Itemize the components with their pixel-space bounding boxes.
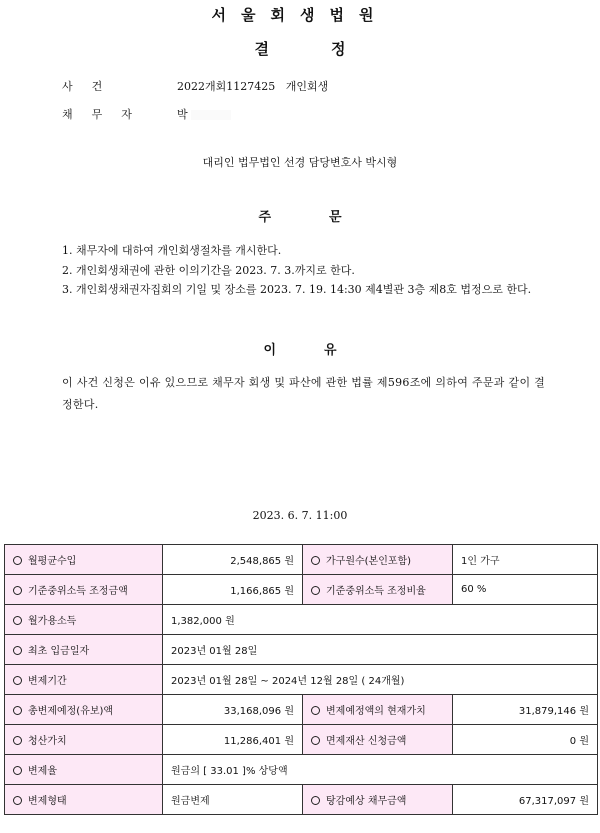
- table-value: 2023년 01월 28일 ~ 2024년 12월 28일 ( 24개월): [163, 665, 598, 695]
- table-value: 2023년 01월 28일: [163, 635, 598, 665]
- table-label: 면제재산 신청금액: [303, 725, 453, 755]
- table-label: 변제형태: [5, 785, 163, 815]
- table-label: 변제예정액의 현재가치: [303, 695, 453, 725]
- table-row: [5, 545, 598, 575]
- table-value: 1,166,865 원: [163, 575, 303, 605]
- table-label: 월평균수입: [5, 545, 163, 575]
- table-label: 월가용소득: [5, 605, 163, 635]
- court-name: 서울회생법원: [211, 6, 389, 24]
- table-value: 1,382,000 원: [163, 605, 598, 635]
- table-value: 0 원: [453, 725, 598, 755]
- circle-icon: [13, 646, 22, 655]
- table-row: [5, 695, 598, 725]
- table-row: [5, 605, 598, 635]
- circle-icon: [13, 736, 22, 745]
- document-title: 결정: [254, 40, 408, 58]
- circle-icon: [311, 586, 320, 595]
- table-row: [5, 785, 598, 815]
- circle-icon: [311, 556, 320, 565]
- circle-icon: [13, 676, 22, 685]
- table-label: 기준중위소득 조정비율: [303, 575, 453, 605]
- circle-icon: [311, 736, 320, 745]
- table-row: [5, 755, 598, 785]
- table-label: 최초 입금일자: [5, 635, 163, 665]
- circle-icon: [13, 796, 22, 805]
- case-number: 2022개회1127425 개인회생: [177, 80, 329, 93]
- table-label: 기준중위소득 조정금액: [5, 575, 163, 605]
- case-label: 사건: [62, 80, 122, 93]
- circle-icon: [311, 796, 320, 805]
- table-value: 2,548,865 원: [163, 545, 303, 575]
- order-item: 1. 채무자에 대하여 개인회생절차를 개시한다.: [62, 244, 282, 257]
- table-value: 67,317,097 원: [453, 785, 598, 815]
- table-label: 가구원수(본인포함): [303, 545, 453, 575]
- circle-icon: [13, 766, 22, 775]
- circle-icon: [13, 586, 22, 595]
- reason-text: 이 사건 신청은 이유 있으므로 채무자 회생 및 파산에 관한 법률 제596조에 의하여 주문과 같이 결정한다.: [62, 376, 546, 411]
- decision-datetime: 2023. 6. 7. 11:00: [252, 509, 348, 522]
- table-value: 원금의 [ 33.01 ]% 상당액: [163, 755, 598, 785]
- order-list: [62, 241, 552, 300]
- debtor-name: 박: [177, 106, 231, 122]
- order-item: 3. 개인회생채권자집회의 기일 및 장소를 2023. 7. 19. 14:30 제4별관 3층 제8호 법정으로 한다.: [62, 283, 532, 296]
- table-row: [5, 725, 598, 755]
- table-value: 원금변제: [163, 785, 303, 815]
- circle-icon: [311, 706, 320, 715]
- table-label: 청산가치: [5, 725, 163, 755]
- counsel-line: 대리인 법무법인 선경 담당변호사 박시형: [202, 156, 398, 169]
- debtor-label: 채무자: [62, 108, 151, 121]
- order-heading: 주문: [258, 210, 400, 225]
- table-value: 11,286,401 원: [163, 725, 303, 755]
- table-row: [5, 635, 598, 665]
- table-row: [5, 575, 598, 605]
- table-label: 변제율: [5, 755, 163, 785]
- reason-heading: 이유: [263, 343, 385, 358]
- repayment-table: [4, 544, 598, 815]
- order-item: 2. 개인회생채권에 관한 이의기간을 2023. 7. 3.까지로 한다.: [62, 263, 355, 277]
- table-label: 총변제예정(유보)액: [5, 695, 163, 725]
- circle-icon: [13, 706, 22, 715]
- table-value: 60 %: [453, 575, 598, 605]
- table-row: [5, 665, 598, 695]
- table-value: 1인 가구: [453, 545, 598, 575]
- table-label: 변제기간: [5, 665, 163, 695]
- circle-icon: [13, 556, 22, 565]
- table-value: 31,879,146 원: [453, 695, 598, 725]
- table-value: 33,168,096 원: [163, 695, 303, 725]
- circle-icon: [13, 616, 22, 625]
- table-label: 탕감예상 채무금액: [303, 785, 453, 815]
